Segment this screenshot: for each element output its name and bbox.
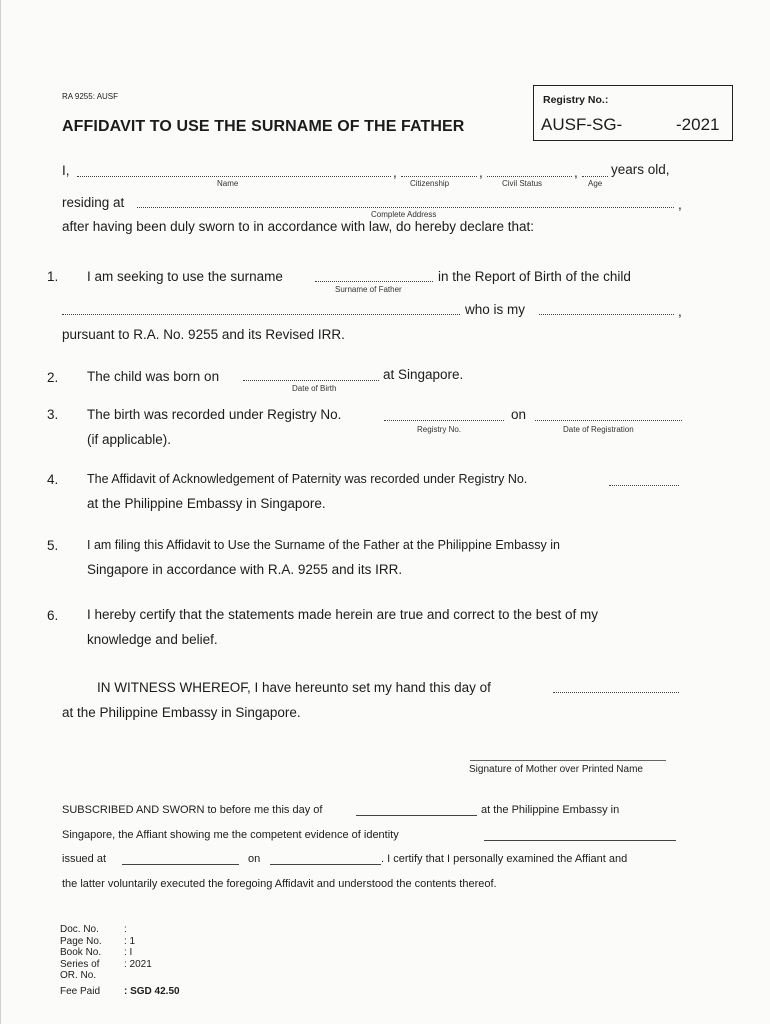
name-blank[interactable] (77, 176, 391, 177)
scan-edge (0, 0, 1, 1024)
witness-day-blank[interactable] (553, 692, 679, 693)
witness-text-b: at the Philippine Embassy in Singapore. (62, 705, 301, 720)
item1-text-d: pursuant to R.A. No. 9255 and its Revised IRR. (62, 327, 345, 342)
notarial-value: : (124, 924, 127, 935)
item1-text-c: who is my (465, 302, 526, 317)
registration-date-blank[interactable] (535, 420, 682, 421)
relationship-blank[interactable] (539, 314, 674, 315)
item-number: 1. (47, 269, 59, 284)
item-number: 3. (47, 407, 59, 422)
label-dob: Date of Birth (292, 384, 337, 393)
notarial-value: : SGD 42.50 (124, 985, 180, 997)
issued-on-blank[interactable] (270, 864, 381, 865)
notarial-value (124, 970, 184, 982)
civil-status-blank[interactable] (487, 176, 572, 177)
label-citizenship: Citizenship (410, 179, 450, 188)
registry-prefix: AUSF-SG- (541, 115, 623, 134)
registry-no-blank[interactable] (384, 420, 504, 421)
item2-text-b: at Singapore. (383, 367, 464, 382)
registry-label: Registry No.: (543, 94, 609, 106)
jurat-line1-b: at the Philippine Embassy in (481, 804, 620, 816)
item4-text-b: at the Philippine Embassy in Singapore. (87, 496, 326, 511)
item-number: 4. (47, 472, 59, 487)
item-number: 2. (47, 370, 59, 385)
label-age: Age (588, 179, 603, 188)
notarial-label: Doc. No. (60, 924, 99, 935)
registry-box (533, 85, 733, 141)
notarial-row (60, 924, 184, 936)
notarial-row (60, 936, 184, 948)
dob-blank[interactable] (243, 380, 379, 381)
years-old: years old, (611, 162, 670, 177)
item5-text-b: Singapore in accordance with R.A. 9255 and its IRR. (87, 562, 403, 577)
item2-text-a: The child was born on (87, 369, 220, 384)
jurat-line3-b: on (248, 853, 261, 865)
item1-text-b: in the Report of Birth of the child (438, 269, 631, 284)
item3-text-b: (if applicable). (87, 432, 172, 447)
citizenship-blank[interactable] (401, 176, 477, 177)
notarial-value: : 2021 (124, 958, 152, 970)
notarial-details (60, 924, 184, 997)
item1-text-a: I am seeking to use the surname (87, 269, 283, 284)
identity-evidence-blank[interactable] (484, 840, 676, 841)
issued-at-blank[interactable] (122, 864, 239, 865)
document-title: AFFIDAVIT TO USE THE SURNAME OF THE FATHER (62, 118, 465, 135)
surname-blank[interactable] (315, 281, 433, 282)
item-number: 6. (47, 608, 59, 623)
label-name: Name (217, 179, 239, 188)
jurat-line1-a: SUBSCRIBED AND SWORN to before me this day of (62, 804, 323, 816)
notarial-label: OR. No. (60, 970, 97, 981)
declare-text: after having been duly sworn to in accordance with law, do hereby declare that: (62, 219, 535, 234)
notarial-row (60, 959, 184, 971)
notarial-label: Book No. (60, 947, 102, 958)
age-blank[interactable] (582, 176, 608, 177)
notarial-row (60, 947, 184, 959)
jurat-line3-c: . I certify that I personally examined the Affiant and (381, 853, 628, 865)
notarial-value: : 1 (124, 935, 136, 947)
item6-text-b: knowledge and belief. (87, 632, 218, 647)
residing-at: residing at (62, 195, 125, 210)
notarial-label: Fee Paid (60, 985, 101, 997)
label-registry-no: Registry No. (417, 425, 462, 434)
notarial-value: : I (124, 947, 133, 958)
item4-text-a: The Affidavit of Acknowledgement of Paternity was recorded under Registry No. (87, 472, 528, 486)
witness-text-a: IN WITNESS WHEREOF, I have hereunto set my hand this day of (97, 680, 491, 695)
jurat-line2: Singapore, the Affiant showing me the competent evidence of identity (62, 829, 399, 841)
notarial-row (60, 970, 184, 982)
child-name-blank[interactable] (62, 314, 460, 315)
aap-registry-blank[interactable] (609, 485, 679, 486)
sworn-date-blank[interactable] (356, 815, 477, 816)
item6-text-a: I hereby certify that the statements made herein are true and correct to the best of my (87, 607, 599, 622)
item5-text-a: I am filing this Affidavit to Use the Surname of the Father at the Philippine Embassy in (87, 538, 560, 552)
signature-label: Signature of Mother over Printed Name (469, 764, 643, 775)
jurat-line4: the latter voluntarily executed the foregoing Affidavit and understood the contents thereof. (62, 878, 497, 890)
item3-text-a: The birth was recorded under Registry No. (87, 407, 342, 422)
address-blank[interactable] (137, 207, 674, 208)
label-civil-status: Civil Status (502, 179, 543, 188)
label-registration-date: Date of Registration (563, 425, 634, 434)
jurat-line3-a: issued at (62, 853, 107, 865)
item3-on: on (511, 407, 527, 422)
signature-line[interactable] (470, 760, 666, 761)
registry-year: -2021 (676, 115, 720, 134)
label-surname: Surname of Father (335, 285, 402, 294)
item-number: 5. (47, 538, 59, 553)
notarial-label: Page No. (60, 935, 102, 947)
notarial-label: Series of (60, 958, 100, 970)
form-code: RA 9255: AUSF (62, 92, 119, 101)
intro-i: I, (62, 163, 70, 178)
notarial-row (60, 982, 184, 998)
label-address: Complete Address (371, 210, 437, 219)
